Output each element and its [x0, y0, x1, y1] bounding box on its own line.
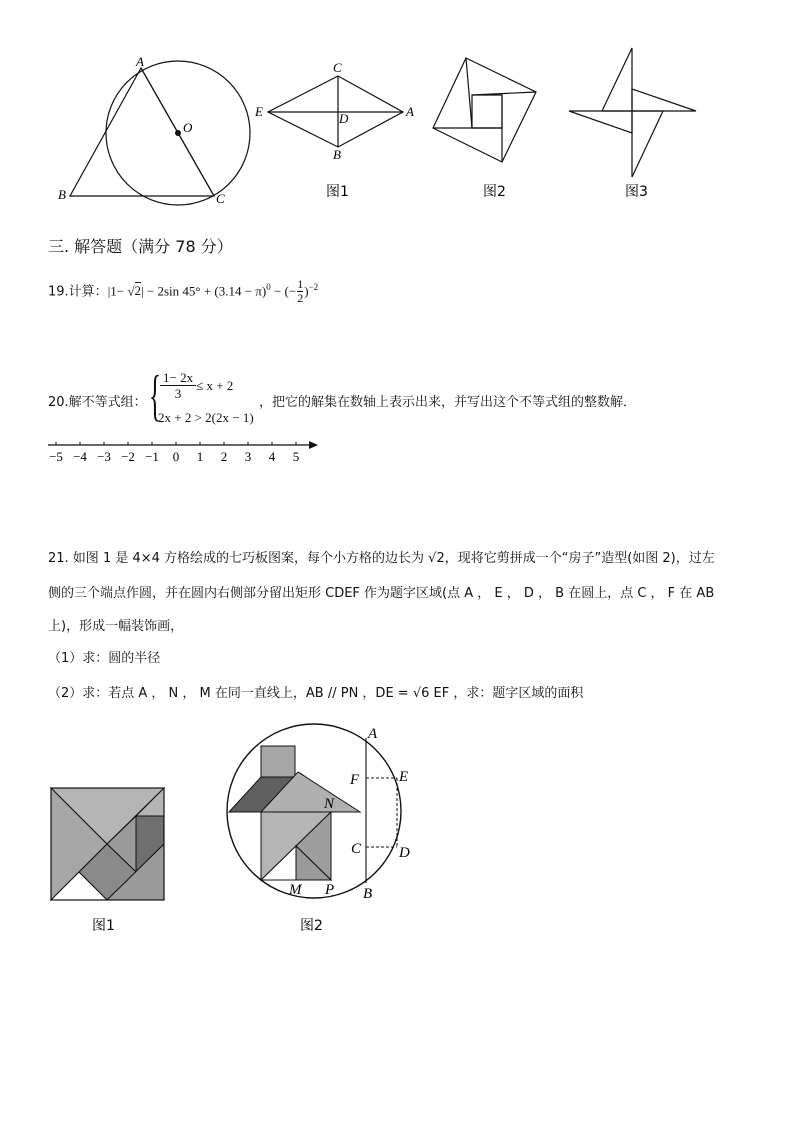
figure-caption: 图1 — [92, 918, 115, 934]
label-b: B — [58, 187, 66, 202]
label-e: E — [399, 769, 409, 785]
number-line-label: 4 — [268, 449, 276, 464]
q20-ineq2: 2x + 2 > 2(2x − 1) — [158, 410, 254, 425]
q19-frac-den: 2 — [297, 291, 304, 306]
sqrt-sign: √ — [127, 283, 135, 299]
number-line-label: 5 — [292, 449, 300, 464]
q19-prefix: 19.计算： — [48, 284, 108, 300]
q19-close-paren: ) — [304, 283, 309, 299]
number-line-label: −4 — [73, 449, 87, 464]
figure-caption: 图3 — [625, 184, 648, 200]
number-line-label: −3 — [97, 449, 111, 464]
label-b: B — [333, 147, 341, 162]
q21-line3: 上)，形成一幅装饰画， — [48, 619, 184, 634]
q21-line1: 21. 如图 1 是 4×4 方格绘成的七巧板图案，每个小方格的边长为 √2，现将它剪拼成一个“房子”造型(如图 2)，过左 — [48, 551, 715, 566]
figure-caption: 图1 — [326, 184, 349, 200]
label-b: B — [363, 886, 373, 902]
figure-caption: 图2 — [483, 184, 506, 200]
label-c: C — [216, 191, 225, 206]
label-c: C — [333, 60, 342, 75]
label-e: E — [255, 104, 263, 119]
q20-ineq1-den: 3 — [174, 386, 182, 401]
number-line-label: −2 — [121, 449, 135, 464]
q19-expr-c: − (− — [270, 283, 297, 299]
q21-line2: 侧的三个端点作圆，并在圆内右侧部分留出矩形 CDEF 作为题字区域(点 A ， E ， D ， B 在圆上，点 C ， F 在 AB — [48, 586, 715, 601]
q19-frac-num: 1 — [297, 277, 304, 292]
q21-part1: （1）求：圆的半径 — [48, 651, 161, 666]
chimney-piece — [261, 746, 295, 777]
label-a: A — [368, 726, 378, 742]
q21-part2: （2）求：若点 A ， N ， M 在同一直线上，AB // PN ，DE = √6 EF ，求：题字区域的面积 — [48, 686, 584, 701]
q19-expr-a: |1− — [107, 283, 128, 299]
number-line-label: 0 — [172, 449, 180, 464]
label-n: N — [324, 796, 335, 812]
q20-suffix: ，把它的解集在数轴上表示出来，并写出这个不等式组的整数解． — [259, 395, 637, 410]
label-d: D — [399, 845, 410, 861]
number-line-label: −5 — [49, 449, 63, 464]
label-a: A — [136, 54, 144, 69]
label-f: F — [350, 772, 360, 788]
q19-expr-b: | − 2sin 45° + (3.14 − π) — [141, 283, 267, 299]
number-line-label: 2 — [220, 449, 228, 464]
figure-caption: 图2 — [300, 918, 323, 934]
label-m: M — [289, 882, 302, 898]
number-line-label: −1 — [145, 449, 159, 464]
q19-exp-neg2: −2 — [308, 282, 319, 292]
label-a: A — [406, 104, 414, 119]
label-d: D — [339, 111, 349, 126]
label-p: P — [325, 882, 335, 898]
q20-ineq1-rhs: ≤ x + 2 — [196, 378, 234, 393]
q20-ineq1-num: 1− 2x — [160, 370, 196, 386]
number-line-label: 3 — [244, 449, 252, 464]
number-line-label: 1 — [196, 449, 204, 464]
q20-brace: { — [149, 365, 162, 427]
section-title: 三. 解答题（满分 78 分） — [48, 237, 233, 256]
q19-sqrt-value: 2 — [134, 283, 142, 299]
label-o: O — [183, 120, 193, 135]
label-c: C — [351, 841, 362, 857]
q19-exp0: 0 — [266, 282, 271, 292]
q20-prefix: 20.解不等式组： — [48, 395, 147, 410]
